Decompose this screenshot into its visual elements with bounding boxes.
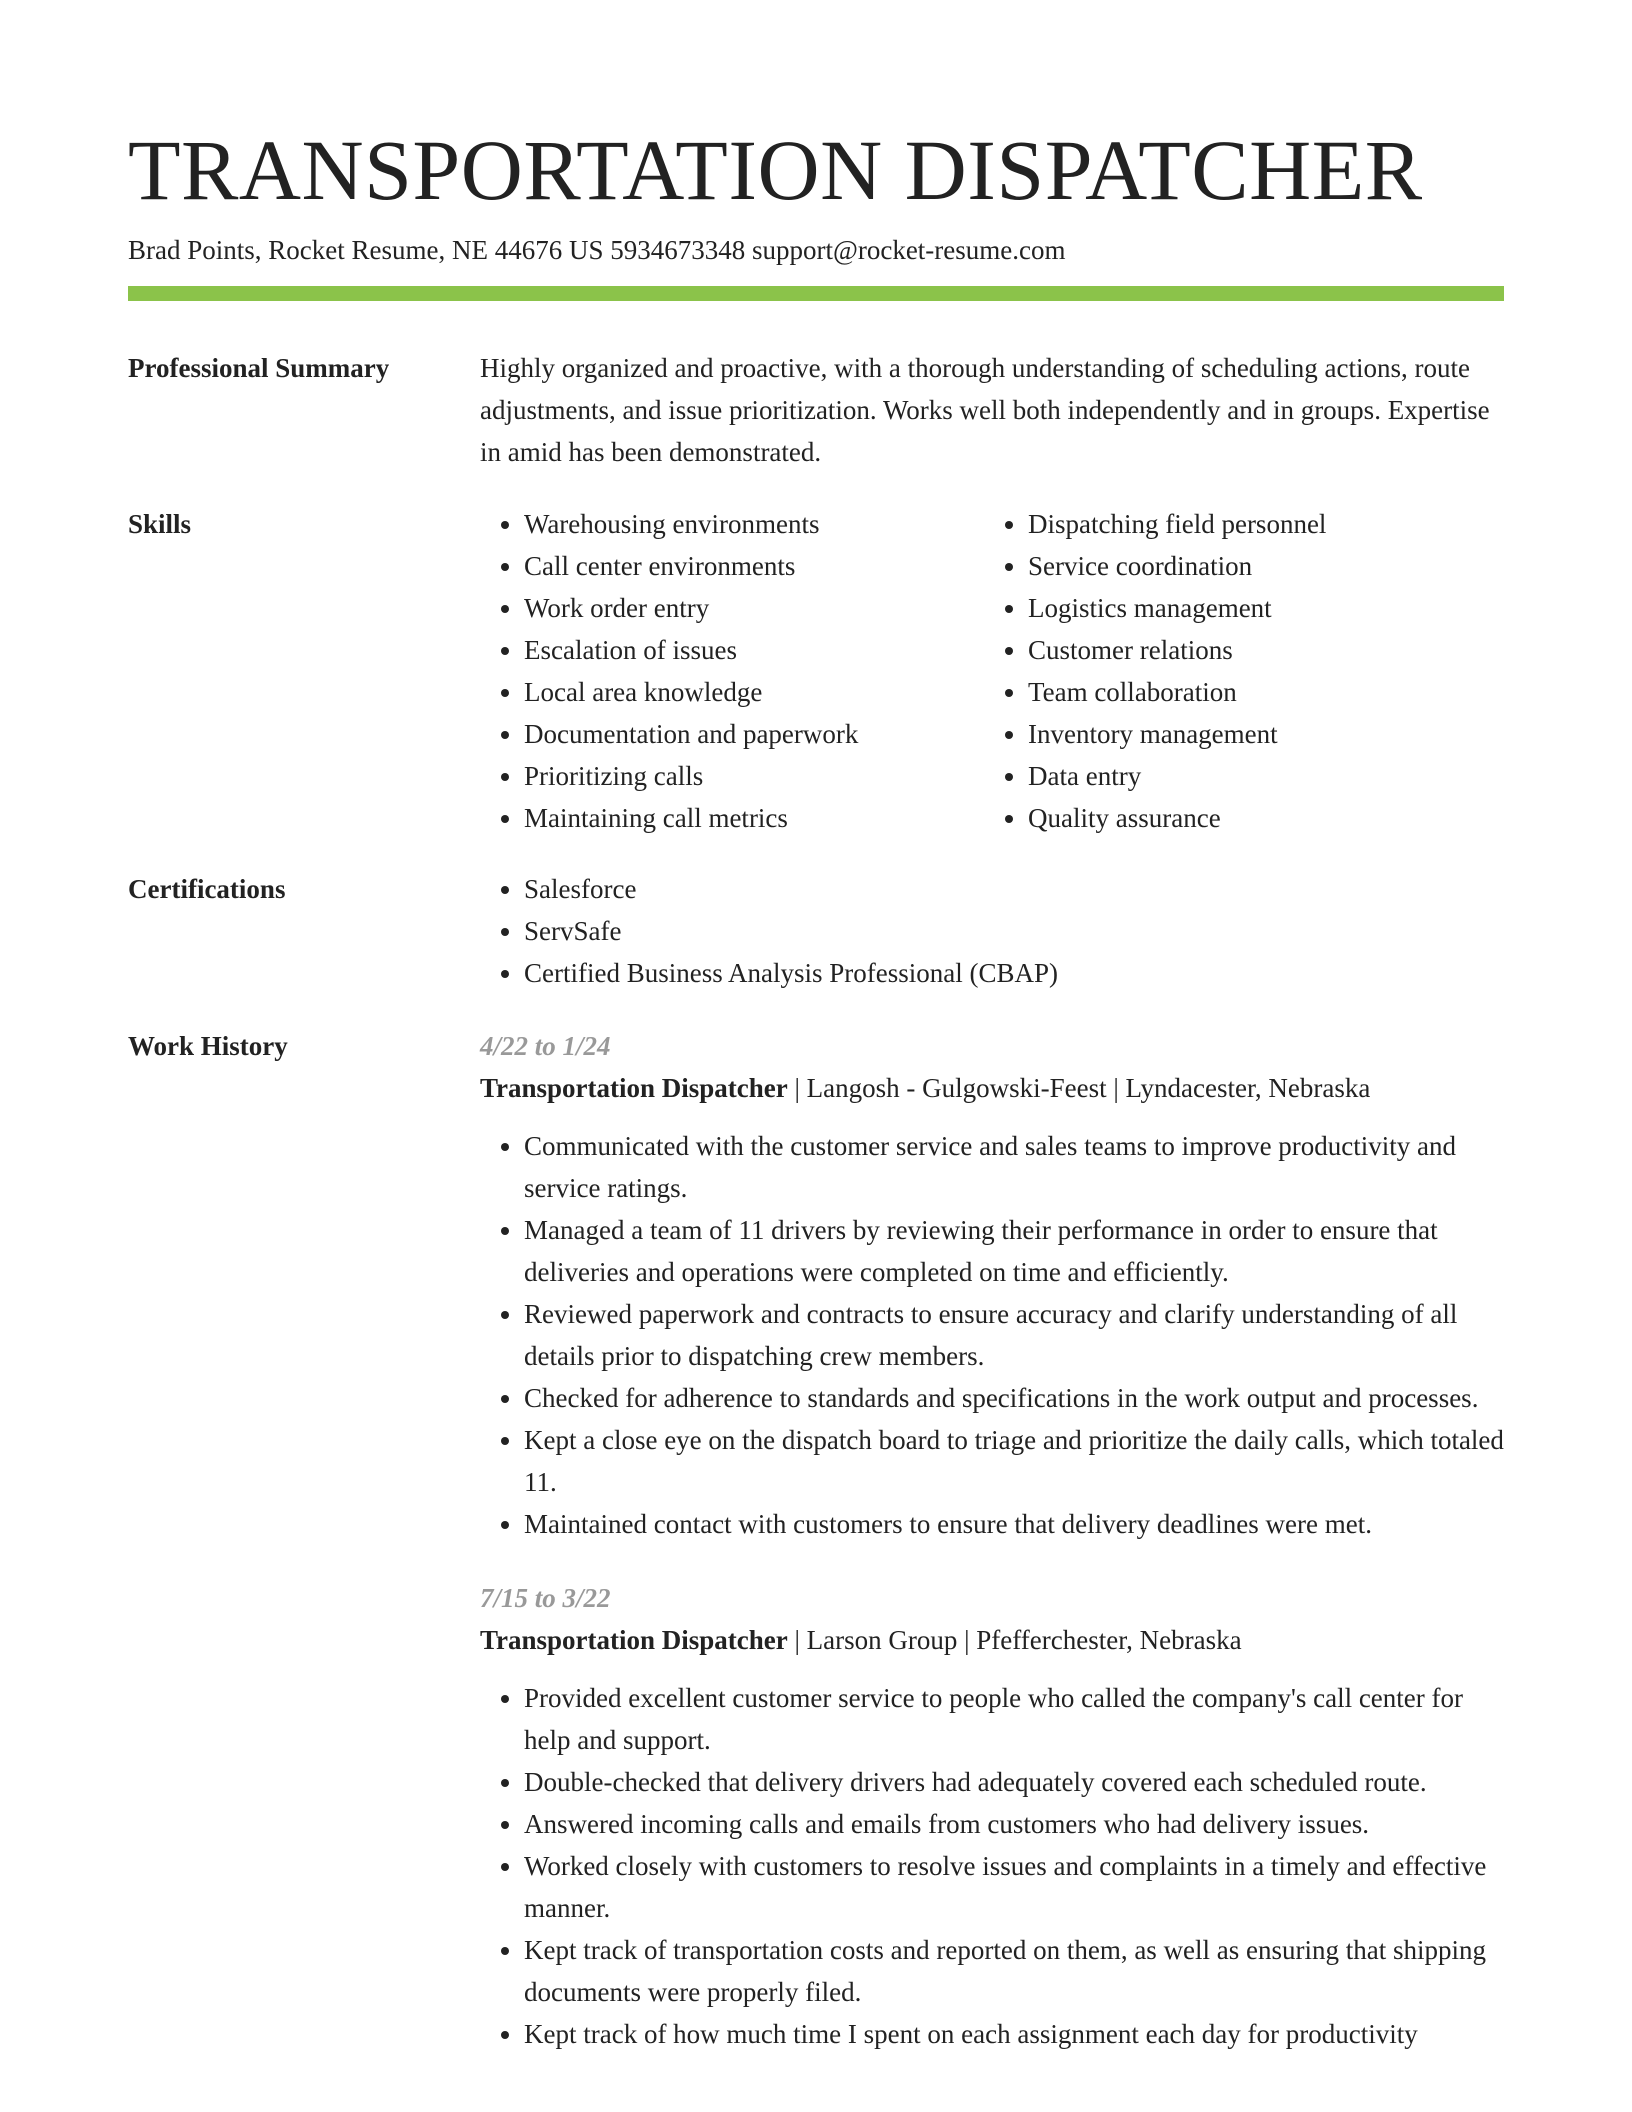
skill-item: • Logistics management — [1028, 587, 1488, 629]
summary-body — [480, 347, 1504, 473]
work-history-body — [480, 1025, 1504, 2087]
certifications-label: Certifications — [128, 874, 286, 904]
work-history-label: Work History — [128, 1031, 288, 1061]
skill-item: • Work order entry — [524, 587, 984, 629]
skill-item: • Customer relations — [1028, 629, 1488, 671]
certification-item: • Certified Business Analysis Professional (CBAP) — [524, 952, 1504, 994]
page-title: TRANSPORTATION DISPATCHER — [128, 122, 1423, 218]
skills-list-right — [984, 503, 1488, 839]
job-heading — [480, 1067, 1504, 1109]
summary-text: Highly organized and proactive, with a thorough understanding of scheduling actions, route adjustments, and issue prioritization. Works well both independently and in groups. Expertise in amid has been demonstrated. — [480, 353, 1490, 467]
job-bullet: • Managed a team of 11 drivers by reviewing their performance in order to ensure that deliveries and operations were completed on time and efficiently. — [524, 1209, 1504, 1293]
job-employer-location: | Larson Group | Pfefferchester, Nebraska — [787, 1625, 1242, 1655]
skill-item: • Team collaboration — [1028, 671, 1488, 713]
job-entry — [480, 1025, 1504, 1545]
job-bullets — [480, 1125, 1504, 1545]
skill-item: • Call center environments — [524, 545, 984, 587]
job-bullet: • Communicated with the customer service and sales teams to improve productivity and service ratings. — [524, 1125, 1504, 1209]
job-bullet: • Worked closely with customers to resolve issues and complaints in a timely and effective manner. — [524, 1845, 1504, 1929]
job-bullet: • Reviewed paperwork and contracts to ensure accuracy and clarify understanding of all details prior to dispatching crew members. — [524, 1293, 1504, 1377]
summary-label: Professional Summary — [128, 353, 390, 383]
skill-item: • Prioritizing calls — [524, 755, 984, 797]
skills-column-left — [480, 503, 984, 839]
job-bullet: • Maintained contact with customers to ensure that delivery deadlines were met. — [524, 1503, 1504, 1545]
job-title: Transportation Dispatcher — [480, 1625, 788, 1655]
job-dates: 7/15 to 3/22 — [480, 1583, 611, 1613]
job-entry — [480, 1577, 1504, 2055]
job-bullet: • Kept track of how much time I spent on each assignment each day for productivity — [524, 2013, 1504, 2055]
skills-body — [480, 503, 1504, 839]
job-dates: 4/22 to 1/24 — [480, 1031, 611, 1061]
job-bullets — [480, 1677, 1504, 2055]
job-bullet: • Answered incoming calls and emails from customers who had delivery issues. — [524, 1803, 1504, 1845]
skill-item: • Local area knowledge — [524, 671, 984, 713]
job-employer-location: | Langosh - Gulgowski-Feest | Lyndacester, Nebraska — [787, 1073, 1371, 1103]
skill-item: • Inventory management — [1028, 713, 1488, 755]
skill-item: • Service coordination — [1028, 545, 1488, 587]
job-bullet: • Provided excellent customer service to people who called the company's call center for help and support. — [524, 1677, 1504, 1761]
certifications-list — [480, 868, 1504, 994]
accent-divider — [128, 286, 1504, 301]
skill-item: • Data entry — [1028, 755, 1488, 797]
contact-line: Brad Points, Rocket Resume, NE 44676 US 5934673348 support@rocket-resume.com — [128, 235, 1066, 265]
skill-item: • Dispatching field personnel — [1028, 503, 1488, 545]
job-bullet: • Kept track of transportation costs and reported on them, as well as ensuring that shipping documents were properly filed. — [524, 1929, 1504, 2013]
certification-item: • Salesforce — [524, 868, 1504, 910]
job-bullet: • Kept a close eye on the dispatch board to triage and prioritize the daily calls, which totaled 11. — [524, 1419, 1504, 1503]
job-bullet: • Checked for adherence to standards and specifications in the work output and processes. — [524, 1377, 1504, 1419]
certifications-body — [480, 868, 1504, 994]
skills-column-right — [984, 503, 1488, 839]
skill-item: • Escalation of issues — [524, 629, 984, 671]
skill-item: • Warehousing environments — [524, 503, 984, 545]
job-heading — [480, 1619, 1504, 1661]
job-title: Transportation Dispatcher — [480, 1073, 788, 1103]
certification-item: • ServSafe — [524, 910, 1504, 952]
skill-item: • Quality assurance — [1028, 797, 1488, 839]
skill-item: • Maintaining call metrics — [524, 797, 984, 839]
job-bullet: • Double-checked that delivery drivers had adequately covered each scheduled route. — [524, 1761, 1504, 1803]
skill-item: • Documentation and paperwork — [524, 713, 984, 755]
skills-label: Skills — [128, 509, 192, 539]
skills-list-left — [480, 503, 984, 839]
